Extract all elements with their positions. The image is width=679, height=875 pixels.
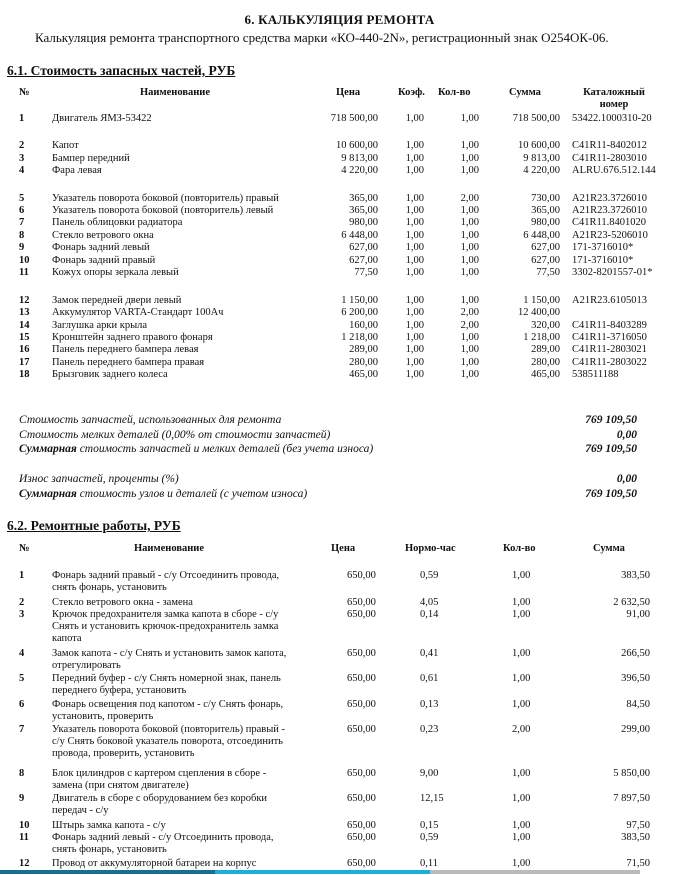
row-catalog: C41R11-3716050 (572, 332, 647, 343)
row-num: 9 (19, 793, 25, 804)
row-name: Капот (52, 140, 79, 151)
row-price: 718 500,00 (330, 113, 378, 124)
row-price: 650,00 (347, 820, 376, 831)
row-price: 10 600,00 (336, 140, 378, 151)
row-name: Передний буфер - с/у Снять номерной знак, панель переднего буфера, установить (52, 673, 281, 696)
row-name: Кронштейн заднего правого фонаря (52, 332, 213, 343)
col-qty: Кол-во (503, 543, 536, 554)
row-sum: 5 850,00 (613, 768, 650, 779)
row-qty: 1,00 (512, 673, 531, 684)
row-name: Блок цилиндров с картером сцепления в сборе - замена (при снятом двигателе) (52, 768, 267, 791)
col-catalog: Каталожный номер (583, 87, 645, 110)
row-hours: 0,14 (420, 609, 439, 620)
row-name: Стекло ветрового окна - замена (52, 597, 193, 608)
row-hours: 0,11 (420, 858, 438, 869)
col-coef: Коэф. (398, 87, 425, 98)
row-sum: 383,50 (621, 832, 650, 843)
total-label: Стоимость мелких деталей (0,00% от стоимости запчастей) (19, 429, 331, 441)
row-price: 650,00 (347, 673, 376, 684)
row-coef: 1,00 (405, 267, 424, 278)
row-qty: 1,00 (460, 153, 479, 164)
row-catalog: 3302-8201557-01* (572, 267, 653, 278)
row-price: 6 448,00 (341, 230, 378, 241)
row-price: 650,00 (347, 768, 376, 779)
row-num: 10 (19, 820, 30, 831)
row-price: 980,00 (349, 217, 378, 228)
row-price: 365,00 (349, 193, 378, 204)
col-num: № (19, 87, 30, 98)
row-sum: 2 632,50 (613, 597, 650, 608)
row-coef: 1,00 (405, 140, 424, 151)
row-coef: 1,00 (405, 217, 424, 228)
row-num: 17 (19, 357, 30, 368)
row-price: 289,00 (349, 344, 378, 355)
row-qty: 2,00 (460, 307, 479, 318)
row-sum: 383,50 (621, 570, 650, 581)
total-value: 0,00 (616, 429, 637, 441)
row-qty: 1,00 (460, 165, 479, 176)
row-price: 650,00 (347, 570, 376, 581)
row-qty: 1,00 (460, 344, 479, 355)
row-qty: 1,00 (460, 357, 479, 368)
row-coef: 1,00 (405, 369, 424, 380)
total-value: 769 109,50 (585, 488, 637, 500)
row-coef: 1,00 (405, 230, 424, 241)
row-catalog: C41R11-2803010 (572, 153, 647, 164)
row-name: Замок капота - с/у Снять и установить замок капота, отрегулировать (52, 648, 287, 671)
row-price: 1 150,00 (341, 295, 378, 306)
row-num: 8 (19, 768, 25, 779)
total-label: Суммарная стоимость запчастей и мелких деталей (без учета износа) (19, 443, 374, 455)
row-hours: 12,15 (420, 793, 444, 804)
row-num: 6 (19, 699, 25, 710)
row-qty: 1,00 (460, 267, 479, 278)
row-price: 4 220,00 (341, 165, 378, 176)
row-hours: 4,05 (420, 597, 439, 608)
row-price: 77,50 (354, 267, 378, 278)
col-name: Наименование (134, 543, 204, 554)
row-name: Провод от аккумуляторной батареи на корпус (52, 858, 257, 869)
row-num: 8 (19, 230, 25, 241)
row-num: 13 (19, 307, 30, 318)
row-sum: 289,00 (531, 344, 560, 355)
row-num: 2 (19, 597, 25, 608)
row-name: Панель переднего бампера правая (52, 357, 205, 368)
total-value: 769 109,50 (585, 414, 637, 426)
row-hours: 0,59 (420, 832, 439, 843)
row-coef: 1,00 (405, 113, 424, 124)
row-price: 9 813,00 (341, 153, 378, 164)
row-sum: 7 897,50 (613, 793, 650, 804)
total-value: 0,00 (616, 473, 637, 485)
row-sum: 365,00 (531, 205, 560, 216)
row-sum: 299,00 (621, 724, 650, 735)
row-name: Фонарь задний левый - с/у Отсоединить провода, снять фонарь, установить (52, 832, 274, 855)
row-num: 1 (19, 113, 25, 124)
row-coef: 1,00 (405, 205, 424, 216)
row-num: 11 (19, 832, 29, 843)
row-name: Панель облицовки радиатора (52, 217, 183, 228)
row-qty: 1,00 (460, 217, 479, 228)
row-sum: 465,00 (531, 369, 560, 380)
total-label: Стоимость запчастей, использованных для ремонта (19, 414, 282, 426)
row-catalog: C41R11-8402012 (572, 140, 647, 151)
total-label: Суммарная стоимость узлов и деталей (с учетом износа) (19, 488, 308, 500)
row-sum: 980,00 (531, 217, 560, 228)
row-price: 650,00 (347, 597, 376, 608)
row-num: 5 (19, 193, 25, 204)
row-name: Панель переднего бампера левая (52, 344, 199, 355)
row-sum: 280,00 (531, 357, 560, 368)
row-qty: 1,00 (512, 609, 531, 620)
row-catalog: 538511188 (572, 369, 619, 380)
row-catalog: A21R23.3726010 (572, 205, 647, 216)
row-name: Указатель поворота боковой (повторитель) правый - с/у Снять боковой указатель поворота, отсоединить провода, проверить, установить (52, 724, 286, 759)
row-price: 650,00 (347, 609, 376, 620)
row-sum: 627,00 (531, 242, 560, 253)
row-name: Фара левая (52, 165, 102, 176)
document-title: 6. КАЛЬКУЛЯЦИЯ РЕМОНТА (244, 12, 435, 27)
row-price: 650,00 (347, 832, 376, 843)
row-name: Фонарь освещения под капотом - с/у Снять фонарь, установить, проверить (52, 699, 284, 722)
row-coef: 1,00 (405, 332, 424, 343)
row-name: Фонарь задний левый (52, 242, 150, 253)
row-catalog: A21R23-5206010 (572, 230, 648, 241)
row-catalog: A21R23.3726010 (572, 193, 647, 204)
row-qty: 2,00 (460, 320, 479, 331)
row-coef: 1,00 (405, 165, 424, 176)
row-coef: 1,00 (405, 320, 424, 331)
row-price: 365,00 (349, 205, 378, 216)
row-num: 12 (19, 295, 30, 306)
row-name: Указатель поворота боковой (повторитель) правый (52, 193, 279, 204)
row-name: Брызговик заднего колеса (52, 369, 168, 380)
row-name: Фонарь задний правый - с/у Отсоединить провода, снять фонарь, установить (52, 570, 280, 593)
row-qty: 2,00 (512, 724, 531, 735)
row-price: 6 200,00 (341, 307, 378, 318)
row-qty: 1,00 (460, 242, 479, 253)
row-qty: 2,00 (460, 193, 479, 204)
row-qty: 1,00 (460, 205, 479, 216)
row-sum: 71,50 (626, 858, 650, 869)
row-price: 650,00 (347, 724, 376, 735)
row-price: 650,00 (347, 648, 376, 659)
row-num: 12 (19, 858, 30, 869)
col-hours: Нормо-час (405, 543, 456, 554)
row-price: 280,00 (349, 357, 378, 368)
row-num: 4 (19, 165, 25, 176)
row-catalog: A21R23.6105013 (572, 295, 647, 306)
row-name: Фонарь задний правый (52, 255, 156, 266)
row-coef: 1,00 (405, 255, 424, 266)
row-price: 650,00 (347, 793, 376, 804)
col-sum: Сумма (593, 543, 625, 554)
page-progress-track[interactable] (430, 870, 640, 874)
row-hours: 0,59 (420, 570, 439, 581)
parts-section-heading: 6.1. Стоимость запасных частей, РУБ (7, 63, 236, 78)
row-sum: 10 600,00 (518, 140, 560, 151)
row-num: 7 (19, 217, 25, 228)
row-price: 627,00 (349, 255, 378, 266)
row-num: 10 (19, 255, 30, 266)
row-sum: 84,50 (626, 699, 650, 710)
row-num: 7 (19, 724, 25, 735)
row-catalog: 171-3716010* (572, 255, 634, 266)
row-coef: 1,00 (405, 242, 424, 253)
row-catalog: C41R11-2803021 (572, 344, 647, 355)
row-sum: 266,50 (621, 648, 650, 659)
row-price: 1 218,00 (341, 332, 378, 343)
row-num: 15 (19, 332, 30, 343)
row-sum: 627,00 (531, 255, 560, 266)
page-progress-bar-current (215, 870, 430, 874)
row-num: 14 (19, 320, 30, 331)
total-label: Износ запчастей, проценты (%) (19, 473, 179, 485)
total-value: 769 109,50 (585, 443, 637, 455)
col-price: Цена (336, 87, 361, 98)
row-name: Двигатель ЯМЗ-53422 (52, 113, 152, 124)
row-name: Штырь замка капота - с/у (52, 820, 166, 831)
row-qty: 1,00 (512, 820, 531, 831)
row-num: 3 (19, 153, 25, 164)
row-num: 16 (19, 344, 30, 355)
row-qty: 1,00 (512, 858, 531, 869)
row-name: Бампер передний (52, 153, 130, 164)
row-qty: 1,00 (512, 570, 531, 581)
row-sum: 12 400,00 (518, 307, 560, 318)
row-sum: 91,00 (626, 609, 650, 620)
row-qty: 1,00 (460, 230, 479, 241)
works-section-heading: 6.2. Ремонтные работы, РУБ (7, 518, 181, 533)
row-qty: 1,00 (460, 255, 479, 266)
row-sum: 9 813,00 (523, 153, 560, 164)
row-sum: 4 220,00 (523, 165, 560, 176)
document-intro: Калькуляция ремонта транспортного средства марки «КО-440-2N», регистрационный знак О254ОК-06. (35, 30, 609, 45)
row-sum: 320,00 (531, 320, 560, 331)
row-hours: 0,23 (420, 724, 439, 735)
row-coef: 1,00 (405, 357, 424, 368)
row-coef: 1,00 (405, 153, 424, 164)
page-progress-bar-filled (0, 870, 215, 874)
row-name: Заглушка арки крыла (52, 320, 148, 331)
col-name: Наименование (140, 87, 210, 98)
row-name: Кожух опоры зеркала левый (52, 267, 179, 278)
row-name: Замок передней двери левый (52, 295, 182, 306)
row-price: 627,00 (349, 242, 378, 253)
row-num: 1 (19, 570, 25, 581)
row-qty: 1,00 (512, 648, 531, 659)
row-qty: 1,00 (460, 295, 479, 306)
row-catalog: C41R11-8403289 (572, 320, 647, 331)
row-catalog: ALRU.676.512.144 (572, 165, 656, 176)
col-price: Цена (331, 543, 356, 554)
row-catalog: 53422.1000310-20 (572, 113, 652, 124)
row-hours: 0,41 (420, 648, 439, 659)
row-qty: 1,00 (460, 113, 479, 124)
col-num: № (19, 543, 30, 554)
row-sum: 6 448,00 (523, 230, 560, 241)
total-label-emphasis: Суммарная (19, 488, 77, 500)
row-coef: 1,00 (405, 344, 424, 355)
col-sum: Сумма (509, 87, 541, 98)
row-coef: 1,00 (405, 295, 424, 306)
row-qty: 1,00 (512, 768, 531, 779)
row-sum: 730,00 (531, 193, 560, 204)
row-name: Двигатель в сборе с оборудованием без коробки передач - с/у (52, 793, 268, 816)
row-catalog: C41R11.8401020 (572, 217, 646, 228)
row-qty: 1,00 (460, 369, 479, 380)
row-price: 650,00 (347, 699, 376, 710)
row-num: 6 (19, 205, 25, 216)
row-qty: 1,00 (512, 597, 531, 608)
row-hours: 0,13 (420, 699, 439, 710)
row-num: 5 (19, 673, 25, 684)
row-price: 650,00 (347, 858, 376, 869)
total-label-emphasis: Суммарная (19, 443, 77, 455)
row-coef: 1,00 (405, 307, 424, 318)
row-sum: 396,50 (621, 673, 650, 684)
row-price: 160,00 (349, 320, 378, 331)
row-qty: 1,00 (512, 793, 531, 804)
row-num: 2 (19, 140, 25, 151)
row-qty: 1,00 (460, 332, 479, 343)
row-num: 4 (19, 648, 25, 659)
row-name: Стекло ветрового окна (52, 230, 154, 241)
row-coef: 1,00 (405, 193, 424, 204)
row-hours: 0,15 (420, 820, 439, 831)
row-sum: 77,50 (536, 267, 560, 278)
row-sum: 97,50 (626, 820, 650, 831)
row-catalog: 171-3716010* (572, 242, 634, 253)
row-sum: 1 150,00 (523, 295, 560, 306)
row-num: 9 (19, 242, 25, 253)
row-sum: 1 218,00 (523, 332, 560, 343)
row-num: 3 (19, 609, 25, 620)
row-name: Указатель поворота боковой (повторитель) левый (52, 205, 274, 216)
row-hours: 0,61 (420, 673, 439, 684)
row-qty: 1,00 (512, 699, 531, 710)
row-hours: 9,00 (420, 768, 439, 779)
row-name: Крючок предохранителя замка капота в сборе - с/у Снять и установить крючок-предохранитель замка капота (52, 609, 279, 644)
row-num: 11 (19, 267, 29, 278)
row-price: 465,00 (349, 369, 378, 380)
row-num: 18 (19, 369, 30, 380)
row-catalog: C41R11-2803022 (572, 357, 647, 368)
row-qty: 1,00 (512, 832, 531, 843)
row-name: Аккумулятор VARTA-Стандарт 100Ач (52, 307, 224, 318)
row-qty: 1,00 (460, 140, 479, 151)
col-qty: Кол-во (438, 87, 471, 98)
row-sum: 718 500,00 (512, 113, 560, 124)
